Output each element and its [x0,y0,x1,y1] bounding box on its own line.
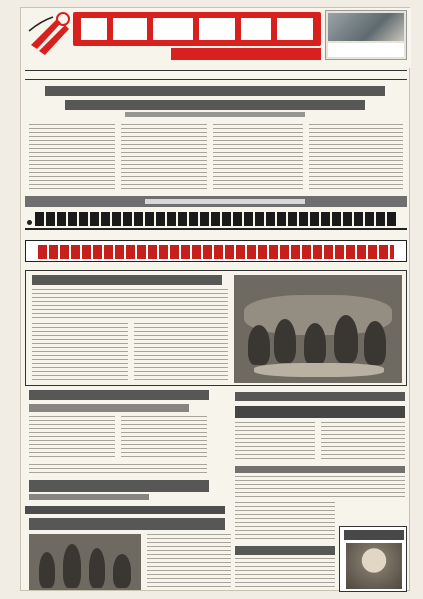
left-story-column [121,416,207,460]
meeting-photo [234,275,402,383]
red-headline [25,240,407,262]
bottom-right-headline [235,546,335,555]
right-headline [235,392,405,401]
black-headline [25,210,407,230]
left-headline-2 [29,480,209,492]
top-right-advertisement [325,10,407,60]
right-story-column [321,422,405,462]
lead-headline [25,84,407,120]
lead-story-column [309,124,403,190]
masthead [21,8,411,68]
masthead-title-band [73,12,321,46]
dateline-bar [25,70,407,80]
left-subhead-2 [29,494,149,500]
bottom-banner [25,506,225,514]
bottom-right-text [235,558,335,590]
photo-story-box [25,270,407,386]
story-column [134,323,228,383]
bottom-story-column [147,534,231,590]
bottom-headline [29,518,225,530]
left-headline [29,390,209,400]
advertisement-photo [328,13,404,41]
lead-story-column [121,124,207,190]
story-text [32,289,228,319]
section-banner [25,196,407,207]
lead-story-column [213,124,303,190]
logo-emblem-icon [27,11,75,55]
newspaper-page [20,7,410,591]
story-column [32,323,128,383]
inset-title [344,530,404,540]
right-headline-line-2 [235,406,405,418]
left-story-text [29,464,207,474]
left-subhead [29,404,189,412]
masthead-subtitle [171,48,321,60]
masthead-subtitle-band [171,48,321,60]
bottom-right-story [235,502,335,542]
inset-box [339,526,407,592]
left-story-column [29,416,115,460]
bottom-left-photo [29,534,141,590]
story-kicker [32,275,222,285]
right-subhead [235,466,405,473]
right-story-text [235,476,405,498]
masthead-title [81,18,313,40]
lead-story-column [29,124,115,190]
right-story-column [235,422,315,462]
portrait-photo [346,543,402,589]
advertisement-label [328,43,404,57]
